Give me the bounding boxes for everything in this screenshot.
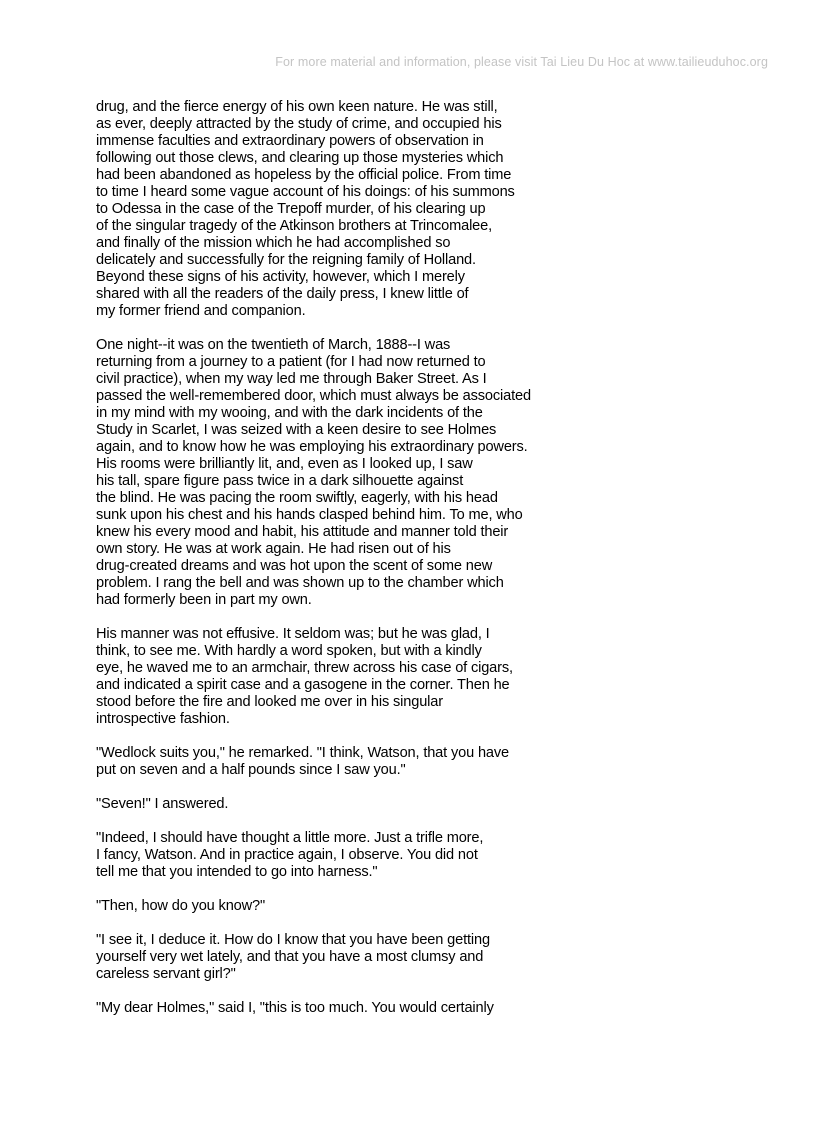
text-line: my former friend and companion. xyxy=(96,303,306,319)
page-header-notice: For more material and information, please visit Tai Lieu Du Hoc at www.tailieuduhoc.org xyxy=(275,55,768,69)
text-line: knew his every mood and habit, his attitude and manner told their xyxy=(96,524,509,540)
text-line: sunk upon his chest and his hands clasped behind him. To me, who xyxy=(96,507,523,523)
text-line: His rooms were brilliantly lit, and, even as I looked up, I saw xyxy=(96,456,473,472)
text-line: His manner was not effusive. It seldom was; but he was glad, I xyxy=(96,626,490,642)
text-line: had formerly been in part my own. xyxy=(96,592,312,608)
text-line: and indicated a spirit case and a gasogene in the corner. Then he xyxy=(96,677,510,693)
text-line: drug-created dreams and was hot upon the scent of some new xyxy=(96,558,493,574)
text-line: again, and to know how he was employing his extraordinary powers. xyxy=(96,439,528,455)
text-line: think, to see me. With hardly a word spoken, but with a kindly xyxy=(96,643,482,659)
text-line: "Indeed, I should have thought a little more. Just a trifle more, xyxy=(96,830,484,846)
text-line: civil practice), when my way led me through Baker Street. As I xyxy=(96,371,487,387)
paragraph xyxy=(96,337,596,609)
paragraph xyxy=(96,898,596,915)
text-line: "I see it, I deduce it. How do I know that you have been getting xyxy=(96,932,490,948)
text-line: tell me that you intended to go into harness." xyxy=(96,864,378,880)
text-line: shared with all the readers of the daily press, I knew little of xyxy=(96,286,469,302)
text-line: of the singular tragedy of the Atkinson brothers at Trincomalee, xyxy=(96,218,493,234)
text-line: returning from a journey to a patient (for I had now returned to xyxy=(96,354,486,370)
text-line: to time I heard some vague account of his doings: of his summons xyxy=(96,184,515,200)
text-line: delicately and successfully for the reigning family of Holland. xyxy=(96,252,476,268)
text-line: the blind. He was pacing the room swiftly, eagerly, with his head xyxy=(96,490,498,506)
text-line: put on seven and a half pounds since I saw you." xyxy=(96,762,406,778)
text-line: passed the well-remembered door, which must always be associated xyxy=(96,388,531,404)
text-line: "Wedlock suits you," he remarked. "I think, Watson, that you have xyxy=(96,745,509,761)
paragraph xyxy=(96,626,596,728)
text-line: Study in Scarlet, I was seized with a keen desire to see Holmes xyxy=(96,422,497,438)
text-line: own story. He was at work again. He had risen out of his xyxy=(96,541,451,557)
paragraph xyxy=(96,932,596,983)
text-line: I fancy, Watson. And in practice again, I observe. You did not xyxy=(96,847,478,863)
text-line: "Then, how do you know?" xyxy=(96,898,266,914)
text-line: "Seven!" I answered. xyxy=(96,796,229,812)
text-line: introspective fashion. xyxy=(96,711,230,727)
paragraph xyxy=(96,796,596,813)
text-line: One night--it was on the twentieth of March, 1888--I was xyxy=(96,337,451,353)
text-line: "My dear Holmes," said I, "this is too much. You would certainly xyxy=(96,1000,494,1016)
text-line: stood before the fire and looked me over in his singular xyxy=(96,694,443,710)
paragraph xyxy=(96,745,596,779)
text-line: Beyond these signs of his activity, however, which I merely xyxy=(96,269,465,285)
text-line: his tall, spare figure pass twice in a dark silhouette against xyxy=(96,473,464,489)
text-line: and finally of the mission which he had accomplished so xyxy=(96,235,451,251)
document-body xyxy=(96,99,596,1034)
text-line: following out those clews, and clearing up those mysteries which xyxy=(96,150,504,166)
text-line: as ever, deeply attracted by the study of crime, and occupied his xyxy=(96,116,502,132)
text-line: in my mind with my wooing, and with the dark incidents of the xyxy=(96,405,483,421)
text-line: careless servant girl?" xyxy=(96,966,236,982)
text-line: problem. I rang the bell and was shown up to the chamber which xyxy=(96,575,504,591)
text-line: drug, and the fierce energy of his own keen nature. He was still, xyxy=(96,99,498,115)
text-line: eye, he waved me to an armchair, threw across his case of cigars, xyxy=(96,660,513,676)
text-line: yourself very wet lately, and that you have a most clumsy and xyxy=(96,949,484,965)
text-line: to Odessa in the case of the Trepoff murder, of his clearing up xyxy=(96,201,486,217)
paragraph xyxy=(96,1000,596,1017)
paragraph xyxy=(96,99,596,320)
text-line: immense faculties and extraordinary powers of observation in xyxy=(96,133,484,149)
paragraph xyxy=(96,830,596,881)
text-line: had been abandoned as hopeless by the official police. From time xyxy=(96,167,512,183)
